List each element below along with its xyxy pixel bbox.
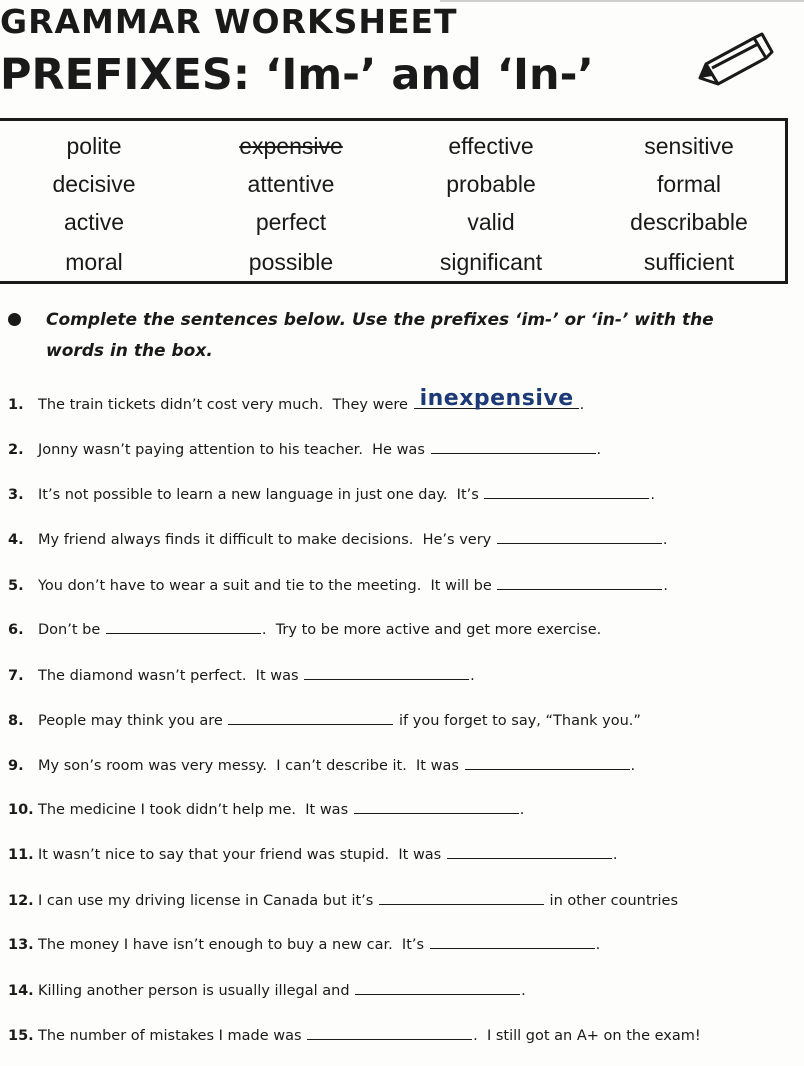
question-2 <box>8 437 601 461</box>
question-text-after: in other countries <box>544 893 679 909</box>
question-text-before: The money I have isn’t enough to buy a new car. It’s <box>38 937 429 953</box>
question-number: 11. <box>8 847 34 863</box>
question-text-before: The number of mistakes I made was <box>38 1028 307 1044</box>
question-number: 6. <box>8 622 24 638</box>
question-text-before: The train tickets didn’t cost very much. They were <box>38 397 413 413</box>
question-text-after: . <box>579 397 585 413</box>
question-text-after: . <box>470 668 475 684</box>
question-number: 8. <box>8 713 24 729</box>
question-text-after: . I still got an A+ on the exam! <box>473 1028 701 1044</box>
question-text-before: It’s not possible to learn a new language in just one day. It’s <box>38 487 484 503</box>
question-3 <box>8 482 655 506</box>
question-text-before: Killing another person is usually illegal and <box>38 983 355 999</box>
handwritten-answer: inexpensive <box>419 386 574 411</box>
word-valid: valid <box>467 209 515 235</box>
question-8 <box>8 708 641 732</box>
question-6 <box>8 617 601 641</box>
answer-blank[interactable] <box>414 386 579 411</box>
question-14 <box>8 978 526 1002</box>
answer-blank[interactable] <box>106 617 261 634</box>
question-text-before: The medicine I took didn’t help me. It was <box>38 802 353 818</box>
answer-blank[interactable] <box>465 753 630 770</box>
question-text-before: The diamond wasn’t perfect. It was <box>38 668 304 684</box>
question-number: 12. <box>8 893 34 909</box>
question-text-after: . <box>595 937 601 953</box>
answer-blank[interactable] <box>484 482 649 499</box>
question-text-after: . <box>519 802 525 818</box>
question-10 <box>8 797 524 821</box>
question-11 <box>8 842 617 866</box>
answer-blank[interactable] <box>379 888 544 905</box>
question-text-after: . <box>650 487 656 503</box>
question-text-before: It wasn’t nice to say that your friend was stupid. It was <box>38 847 446 863</box>
question-text-after: . <box>596 442 602 458</box>
question-number: 13. <box>8 937 34 953</box>
pencil-icon <box>692 28 778 86</box>
word-describable: describable <box>630 209 748 235</box>
word-decisive: decisive <box>52 171 136 197</box>
question-text-before: I can use my driving license in Canada but it’s <box>38 893 378 909</box>
question-text-before: My friend always finds it difficult to make decisions. He’s very <box>38 532 496 548</box>
question-text-before: You don’t have to wear a suit and tie to the meeting. It will be <box>38 578 497 594</box>
answer-blank[interactable] <box>431 437 596 454</box>
question-text-before: Jonny wasn’t paying attention to his teacher. He was <box>38 442 430 458</box>
answer-blank[interactable] <box>497 527 662 544</box>
question-4 <box>8 527 667 551</box>
word-attentive: attentive <box>247 171 335 197</box>
answer-blank[interactable] <box>304 663 469 680</box>
answer-blank[interactable] <box>447 842 612 859</box>
question-text-after: if you forget to say, “Thank you.” <box>394 713 641 729</box>
worksheet-subtitle: PREFIXES: ‘Im-’ and ‘In-’ <box>0 50 594 100</box>
question-5 <box>8 573 668 597</box>
question-text-after: . <box>612 847 618 863</box>
answer-blank[interactable] <box>307 1023 472 1040</box>
question-text-after: . <box>630 758 636 774</box>
word-significant: significant <box>439 249 543 275</box>
bullet-point <box>8 313 21 326</box>
question-12 <box>8 888 678 912</box>
answer-blank[interactable] <box>228 708 393 725</box>
question-text-after: . Try to be more active and get more exercise. <box>261 622 602 638</box>
word-formal: formal <box>657 171 721 197</box>
answer-blank[interactable] <box>354 797 519 814</box>
header-divider <box>440 0 804 2</box>
word-perfect: perfect <box>255 209 327 235</box>
answer-blank[interactable] <box>497 573 662 590</box>
word-sufficient: sufficient <box>643 249 735 275</box>
question-text-after: . <box>663 578 668 594</box>
question-text-before: My son’s room was very messy. I can’t describe it. It was <box>38 758 464 774</box>
word-sensitive: sensitive <box>644 133 734 159</box>
word-polite: polite <box>66 133 122 159</box>
question-number: 1. <box>8 397 24 413</box>
question-13 <box>8 932 600 956</box>
question-number: 5. <box>8 578 24 594</box>
word-possible: possible <box>248 249 334 275</box>
question-text-after: . <box>521 983 526 999</box>
question-number: 9. <box>8 758 24 774</box>
question-text-before: People may think you are <box>38 713 228 729</box>
question-number: 4. <box>8 532 24 548</box>
question-number: 2. <box>8 442 24 458</box>
answer-blank[interactable] <box>430 932 595 949</box>
word-expensive: expensive <box>239 133 343 159</box>
question-15 <box>8 1023 701 1047</box>
word-box <box>0 118 788 284</box>
question-7 <box>8 663 475 687</box>
answer-blank[interactable] <box>355 978 520 995</box>
word-effective: effective <box>448 133 534 159</box>
question-number: 14. <box>8 983 34 999</box>
question-number: 10. <box>8 802 34 818</box>
question-number: 3. <box>8 487 24 503</box>
question-number: 7. <box>8 668 24 684</box>
word-active: active <box>63 209 125 235</box>
question-9 <box>8 753 635 777</box>
word-moral: moral <box>65 249 123 275</box>
word-probable: probable <box>446 171 536 197</box>
worksheet-title: GRAMMAR WORKSHEET <box>0 2 458 41</box>
question-text-after: . <box>662 532 668 548</box>
question-number: 15. <box>8 1028 34 1044</box>
question-text-before: Don’t be <box>38 622 105 638</box>
instructions-text: Complete the sentences below. Use the prefixes ‘im-’ or ‘in-’ with the words in the box. <box>46 310 714 361</box>
question-1 <box>8 386 585 416</box>
